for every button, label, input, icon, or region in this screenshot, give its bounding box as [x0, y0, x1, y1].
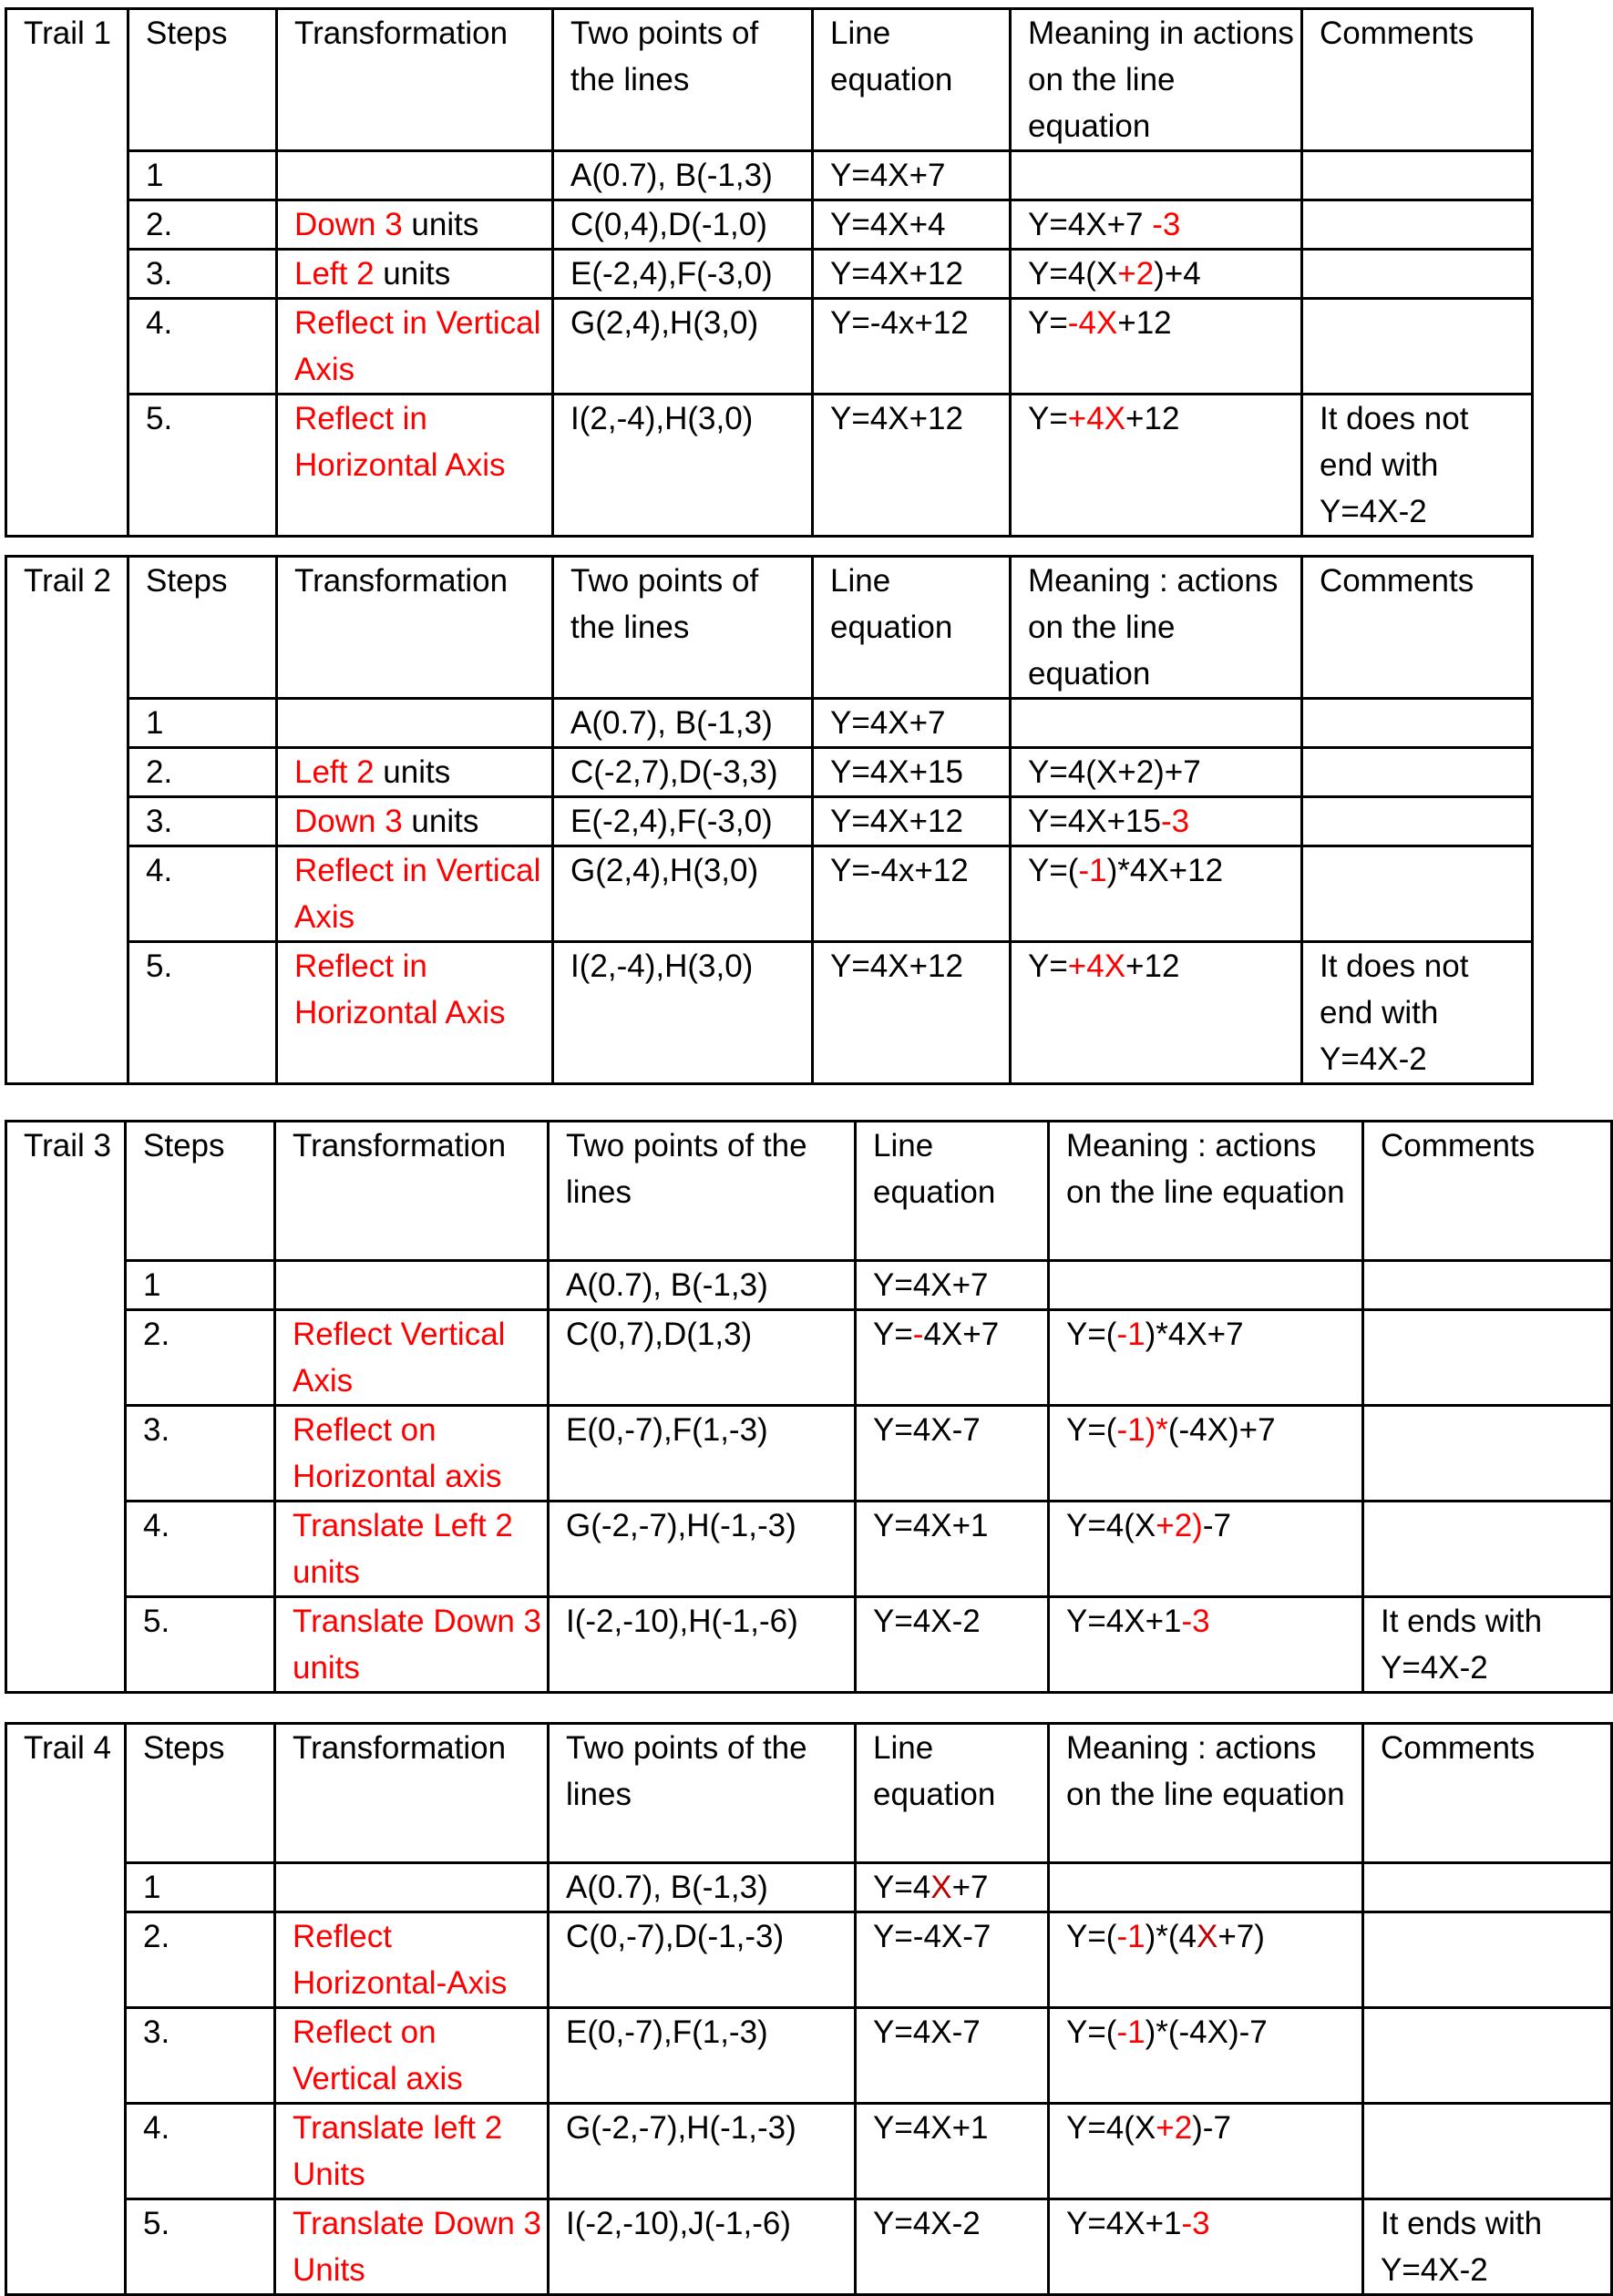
highlighted-text: -1: [1116, 2014, 1146, 2050]
header-steps: Steps: [126, 1724, 275, 1863]
text-segment: )*(-4X)-7: [1145, 2014, 1268, 2050]
text-segment: 4X+7: [923, 1317, 1000, 1352]
text-segment: Y=4(X: [1066, 2110, 1156, 2146]
text-segment: Y=4X-7: [873, 1412, 981, 1448]
points-cell: C(0,-7),D(-1,-3): [549, 1912, 856, 2008]
step-number: 2.: [126, 1912, 275, 2008]
header-two-points: Two points of the lines: [553, 557, 813, 699]
table-row: [6, 299, 1533, 395]
header-comments: Comments: [1363, 1724, 1612, 1863]
transformation-cell: [277, 797, 553, 846]
highlighted-text: -4X: [1067, 305, 1118, 341]
meaning-cell: [1011, 299, 1302, 395]
header-transformation: Transformation: [277, 9, 553, 151]
highlighted-text: Reflect Vertical Axis: [293, 1317, 513, 1399]
step-number: 2.: [128, 200, 277, 250]
step-number: 3.: [128, 797, 277, 846]
meaning-cell: [1011, 748, 1302, 797]
text-segment: Y=: [873, 1317, 913, 1352]
line-equation-cell: [856, 1310, 1049, 1406]
text-segment: Y=(: [1066, 1919, 1117, 1954]
transformation-cell: [275, 1310, 549, 1406]
line-equation-cell: [813, 200, 1011, 250]
text-segment: Y=4X+7: [830, 158, 946, 193]
text-segment: units: [402, 804, 479, 839]
transformation-cell: [277, 250, 553, 299]
transformation-cell: [277, 200, 553, 250]
highlighted-text: Translate Down 3 Units: [293, 2206, 550, 2288]
step-number: 5.: [126, 1597, 275, 1693]
transformation-cell: [277, 299, 553, 395]
highlighted-text: Reflect in Horizontal Axis: [294, 948, 506, 1030]
comment-cell: [1302, 699, 1533, 748]
text-segment: +7: [951, 1870, 989, 1905]
header-comments: Comments: [1302, 557, 1533, 699]
header-row: [6, 9, 1533, 151]
trail-table-4: [5, 1722, 1613, 2296]
text-segment: Y=(: [1066, 1412, 1117, 1448]
transformation-cell: [277, 151, 553, 200]
table-row: [6, 942, 1533, 1084]
meaning-cell: [1049, 2199, 1363, 2295]
points-cell: G(-2,-7),H(-1,-3): [549, 1502, 856, 1597]
step-number: 4.: [126, 2104, 275, 2199]
highlighted-text: Left 2: [294, 754, 375, 790]
header-meaning: Meaning : actions on the line equation: [1011, 557, 1302, 699]
points-cell: C(0,7),D(1,3): [549, 1310, 856, 1406]
table-row: [6, 1863, 1612, 1912]
text-segment: -7: [1202, 1508, 1231, 1543]
transformation-cell: [275, 1863, 549, 1912]
text-segment: Y=4X+12: [830, 804, 963, 839]
text-segment: Y=4X+15: [830, 754, 963, 790]
line-equation-cell: [813, 395, 1011, 537]
meaning-cell: [1011, 395, 1302, 537]
header-row: [6, 1724, 1612, 1863]
highlighted-text: X: [930, 1870, 952, 1905]
line-equation-cell: [856, 2104, 1049, 2199]
highlighted-text: Reflect in Vertical Axis: [294, 853, 549, 935]
table-row: [6, 846, 1533, 942]
meaning-cell: [1049, 2008, 1363, 2104]
text-segment: Y=-4X-7: [873, 1919, 991, 1954]
comment-cell: [1302, 151, 1533, 200]
comment-cell: It does not end with Y=4X-2: [1302, 395, 1533, 537]
highlighted-text: Reflect on Horizontal axis: [293, 1412, 502, 1494]
meaning-cell: [1049, 1863, 1363, 1912]
step-number: 1: [126, 1863, 275, 1912]
table-row: [6, 797, 1533, 846]
text-segment: Y=: [1028, 948, 1068, 984]
meaning-cell: [1049, 1912, 1363, 2008]
text-segment: +7): [1217, 1919, 1265, 1954]
text-segment: )*4X+7: [1145, 1317, 1244, 1352]
text-segment: +12: [1125, 401, 1180, 436]
table-row: [6, 250, 1533, 299]
table-row: [6, 1261, 1612, 1310]
highlighted-text: -: [912, 1317, 924, 1352]
table-row: [6, 1406, 1612, 1502]
points-cell: G(2,4),H(3,0): [553, 846, 813, 942]
highlighted-text: Translate left 2 Units: [293, 2110, 511, 2192]
step-number: 3.: [126, 1406, 275, 1502]
transformation-cell: [275, 1261, 549, 1310]
points-cell: I(2,-4),H(3,0): [553, 942, 813, 1084]
text-segment: units: [402, 207, 479, 242]
table-row: [6, 748, 1533, 797]
table-row: [6, 2008, 1612, 2104]
text-segment: Y=(: [1066, 2014, 1117, 2050]
meaning-cell: [1011, 846, 1302, 942]
table-row: [6, 151, 1533, 200]
comment-cell: [1302, 200, 1533, 250]
line-equation-cell: [856, 1261, 1049, 1310]
meaning-cell: [1049, 1406, 1363, 1502]
comment-cell: [1363, 2008, 1612, 2104]
line-equation-cell: [856, 1502, 1049, 1597]
text-segment: Y=-4x+12: [830, 853, 969, 888]
table-row: [6, 1912, 1612, 2008]
line-equation-cell: [856, 1597, 1049, 1693]
table-row: [6, 200, 1533, 250]
line-equation-cell: [813, 748, 1011, 797]
text-segment: Y=4X+12: [830, 256, 963, 292]
meaning-cell: [1049, 1261, 1363, 1310]
transformation-cell: [277, 748, 553, 797]
points-cell: C(-2,7),D(-3,3): [553, 748, 813, 797]
trail-label: Trail 4: [6, 1724, 126, 2295]
trail-label: Trail 2: [6, 557, 128, 1084]
header-steps: Steps: [126, 1122, 275, 1261]
text-segment: Y=: [1028, 305, 1068, 341]
table-row: [6, 395, 1533, 537]
highlighted-text: -3: [1152, 207, 1181, 242]
transformation-cell: [275, 2008, 549, 2104]
table-row: [6, 2199, 1612, 2295]
highlighted-text: Reflect in Horizontal Axis: [294, 401, 506, 483]
trail-table-1: [5, 7, 1534, 538]
transformation-cell: [275, 2104, 549, 2199]
text-segment: Y=4(X+2)+7: [1028, 754, 1201, 790]
comment-cell: [1363, 1310, 1612, 1406]
line-equation-cell: [813, 699, 1011, 748]
trail-table-2: [5, 555, 1534, 1085]
line-equation-cell: [813, 151, 1011, 200]
meaning-cell: [1049, 1597, 1363, 1693]
line-equation-cell: [813, 250, 1011, 299]
highlighted-text: Down 3: [294, 207, 403, 242]
line-equation-cell: [813, 299, 1011, 395]
comment-cell: It does not end with Y=4X-2: [1302, 942, 1533, 1084]
text-segment: +12: [1117, 305, 1172, 341]
line-equation-cell: [856, 2199, 1049, 2295]
header-two-points: Two points of the lines: [549, 1724, 856, 1863]
text-segment: Y=4: [873, 1870, 931, 1905]
highlighted-text: Left 2: [294, 256, 375, 292]
transformation-cell: [277, 846, 553, 942]
header-row: [6, 1122, 1612, 1261]
comment-cell: [1363, 2104, 1612, 2199]
header-comments: Comments: [1302, 9, 1533, 151]
points-cell: A(0.7), B(-1,3): [553, 151, 813, 200]
text-segment: )+4: [1154, 256, 1201, 292]
text-segment: Y=4(X: [1066, 1508, 1156, 1543]
header-line-equation: Line equation: [856, 1122, 1049, 1261]
comment-cell: It ends with Y=4X-2: [1363, 1597, 1612, 1693]
table-row: [6, 1310, 1612, 1406]
text-segment: units: [374, 256, 451, 292]
header-transformation: Transformation: [275, 1122, 549, 1261]
text-segment: (-4X)+7: [1167, 1412, 1276, 1448]
step-number: 5.: [128, 942, 277, 1084]
step-number: 3.: [128, 250, 277, 299]
highlighted-text: X: [1196, 1919, 1218, 1954]
meaning-cell: [1011, 942, 1302, 1084]
line-equation-cell: [856, 2008, 1049, 2104]
line-equation-cell: [813, 797, 1011, 846]
text-segment: units: [374, 754, 451, 790]
meaning-cell: [1011, 151, 1302, 200]
transformation-cell: [275, 1502, 549, 1597]
comment-cell: [1302, 250, 1533, 299]
line-equation-cell: [813, 942, 1011, 1084]
text-segment: Y=4X+7: [830, 705, 946, 741]
highlighted-text: Translate Down 3 units: [293, 1604, 550, 1686]
comment-cell: [1302, 797, 1533, 846]
header-two-points: Two points of the lines: [549, 1122, 856, 1261]
header-steps: Steps: [128, 557, 277, 699]
header-meaning: Meaning : actions on the line equation: [1049, 1122, 1363, 1261]
highlighted-text: Reflect Horizontal-Axis: [293, 1919, 508, 2001]
highlighted-text: -3: [1181, 2206, 1210, 2241]
highlighted-text: -1: [1116, 1919, 1146, 1954]
text-segment: +12: [1125, 948, 1180, 984]
text-segment: Y=(: [1066, 1317, 1117, 1352]
meaning-cell: [1049, 1310, 1363, 1406]
line-equation-cell: [813, 846, 1011, 942]
text-segment: Y=4X-2: [873, 2206, 981, 2241]
trail-table-3: [5, 1120, 1613, 1694]
text-segment: Y=4X+7: [1028, 207, 1153, 242]
header-line-equation: Line equation: [813, 557, 1011, 699]
points-cell: E(0,-7),F(1,-3): [549, 1406, 856, 1502]
table-row: [6, 2104, 1612, 2199]
step-number: 3.: [126, 2008, 275, 2104]
step-number: 5.: [128, 395, 277, 537]
table-row: [6, 699, 1533, 748]
highlighted-text: -3: [1160, 804, 1190, 839]
points-cell: E(0,-7),F(1,-3): [549, 2008, 856, 2104]
text-segment: Y=4X+15: [1028, 804, 1161, 839]
highlighted-text: +4X: [1067, 948, 1126, 984]
comment-cell: [1302, 748, 1533, 797]
highlighted-text: +2: [1156, 2110, 1193, 2146]
comment-cell: [1302, 846, 1533, 942]
points-cell: I(-2,-10),J(-1,-6): [549, 2199, 856, 2295]
text-segment: )*(4: [1145, 1919, 1197, 1954]
text-segment: Y=4X+1: [873, 2110, 989, 2146]
text-segment: Y=-4x+12: [830, 305, 969, 341]
meaning-cell: [1011, 699, 1302, 748]
text-segment: Y=4X+1: [1066, 2206, 1182, 2241]
header-transformation: Transformation: [275, 1724, 549, 1863]
text-segment: Y=4X+12: [830, 948, 963, 984]
meaning-cell: [1049, 2104, 1363, 2199]
comment-cell: [1302, 299, 1533, 395]
trail-label: Trail 1: [6, 9, 128, 537]
header-comments: Comments: [1363, 1122, 1612, 1261]
step-number: 5.: [126, 2199, 275, 2295]
points-cell: I(2,-4),H(3,0): [553, 395, 813, 537]
table-row: [6, 1597, 1612, 1693]
text-segment: Y=(: [1028, 853, 1079, 888]
table-row: [6, 1502, 1612, 1597]
text-segment: Y=: [1028, 401, 1068, 436]
points-cell: A(0.7), B(-1,3): [549, 1863, 856, 1912]
transformation-cell: [277, 942, 553, 1084]
step-number: 4.: [128, 846, 277, 942]
header-meaning: Meaning in actions on the line equation: [1011, 9, 1302, 151]
highlighted-text: +4X: [1067, 401, 1126, 436]
text-segment: Y=4(X: [1028, 256, 1118, 292]
comment-cell: [1363, 1261, 1612, 1310]
comment-cell: [1363, 1406, 1612, 1502]
header-meaning: Meaning : actions on the line equation: [1049, 1724, 1363, 1863]
highlighted-text: -3: [1181, 1604, 1210, 1639]
text-segment: Y=4X-2: [873, 1604, 981, 1639]
step-number: 2.: [128, 748, 277, 797]
step-number: 2.: [126, 1310, 275, 1406]
points-cell: E(-2,4),F(-3,0): [553, 797, 813, 846]
highlighted-text: Down 3: [294, 804, 403, 839]
meaning-cell: [1011, 797, 1302, 846]
header-steps: Steps: [128, 9, 277, 151]
text-segment: Y=4X+1: [873, 1508, 989, 1543]
line-equation-cell: [856, 1912, 1049, 2008]
transformation-cell: [275, 2199, 549, 2295]
text-segment: Y=4X+12: [830, 401, 963, 436]
points-cell: A(0.7), B(-1,3): [549, 1261, 856, 1310]
trail-label: Trail 3: [6, 1122, 126, 1693]
comment-cell: [1363, 1502, 1612, 1597]
highlighted-text: +2): [1156, 1508, 1203, 1543]
comment-cell: It ends with Y=4X-2: [1363, 2199, 1612, 2295]
meaning-cell: [1049, 1502, 1363, 1597]
highlighted-text: -1: [1116, 1317, 1146, 1352]
highlighted-text: Translate Left 2 units: [293, 1508, 522, 1590]
points-cell: G(2,4),H(3,0): [553, 299, 813, 395]
highlighted-text: +2: [1117, 256, 1155, 292]
transformation-cell: [275, 1912, 549, 2008]
header-row: [6, 557, 1533, 699]
points-cell: E(-2,4),F(-3,0): [553, 250, 813, 299]
step-number: 1: [128, 699, 277, 748]
points-cell: G(-2,-7),H(-1,-3): [549, 2104, 856, 2199]
highlighted-text: Reflect in Vertical Axis: [294, 305, 549, 387]
transformation-cell: [277, 699, 553, 748]
meaning-cell: [1011, 250, 1302, 299]
transformation-cell: [275, 1406, 549, 1502]
header-two-points: Two points of the lines: [553, 9, 813, 151]
text-segment: Y=4X+7: [873, 1267, 989, 1303]
step-number: 1: [128, 151, 277, 200]
transformation-cell: [277, 395, 553, 537]
line-equation-cell: [856, 1863, 1049, 1912]
transformation-cell: [275, 1597, 549, 1693]
header-line-equation: Line equation: [856, 1724, 1049, 1863]
text-segment: Y=4X+1: [1066, 1604, 1182, 1639]
step-number: 4.: [126, 1502, 275, 1597]
header-transformation: Transformation: [277, 557, 553, 699]
points-cell: I(-2,-10),H(-1,-6): [549, 1597, 856, 1693]
text-segment: )*4X+12: [1106, 853, 1224, 888]
points-cell: A(0.7), B(-1,3): [553, 699, 813, 748]
highlighted-text: Reflect on Vertical axis: [293, 2014, 463, 2096]
highlighted-text: -1: [1078, 853, 1107, 888]
header-line-equation: Line equation: [813, 9, 1011, 151]
step-number: 4.: [128, 299, 277, 395]
comment-cell: [1363, 1863, 1612, 1912]
meaning-cell: [1011, 200, 1302, 250]
text-segment: Y=4X+4: [830, 207, 946, 242]
text-segment: )-7: [1192, 2110, 1231, 2146]
comment-cell: [1363, 1912, 1612, 2008]
points-cell: C(0,4),D(-1,0): [553, 200, 813, 250]
line-equation-cell: [856, 1406, 1049, 1502]
highlighted-text: -1)*: [1116, 1412, 1168, 1448]
text-segment: Y=4X-7: [873, 2014, 981, 2050]
step-number: 1: [126, 1261, 275, 1310]
